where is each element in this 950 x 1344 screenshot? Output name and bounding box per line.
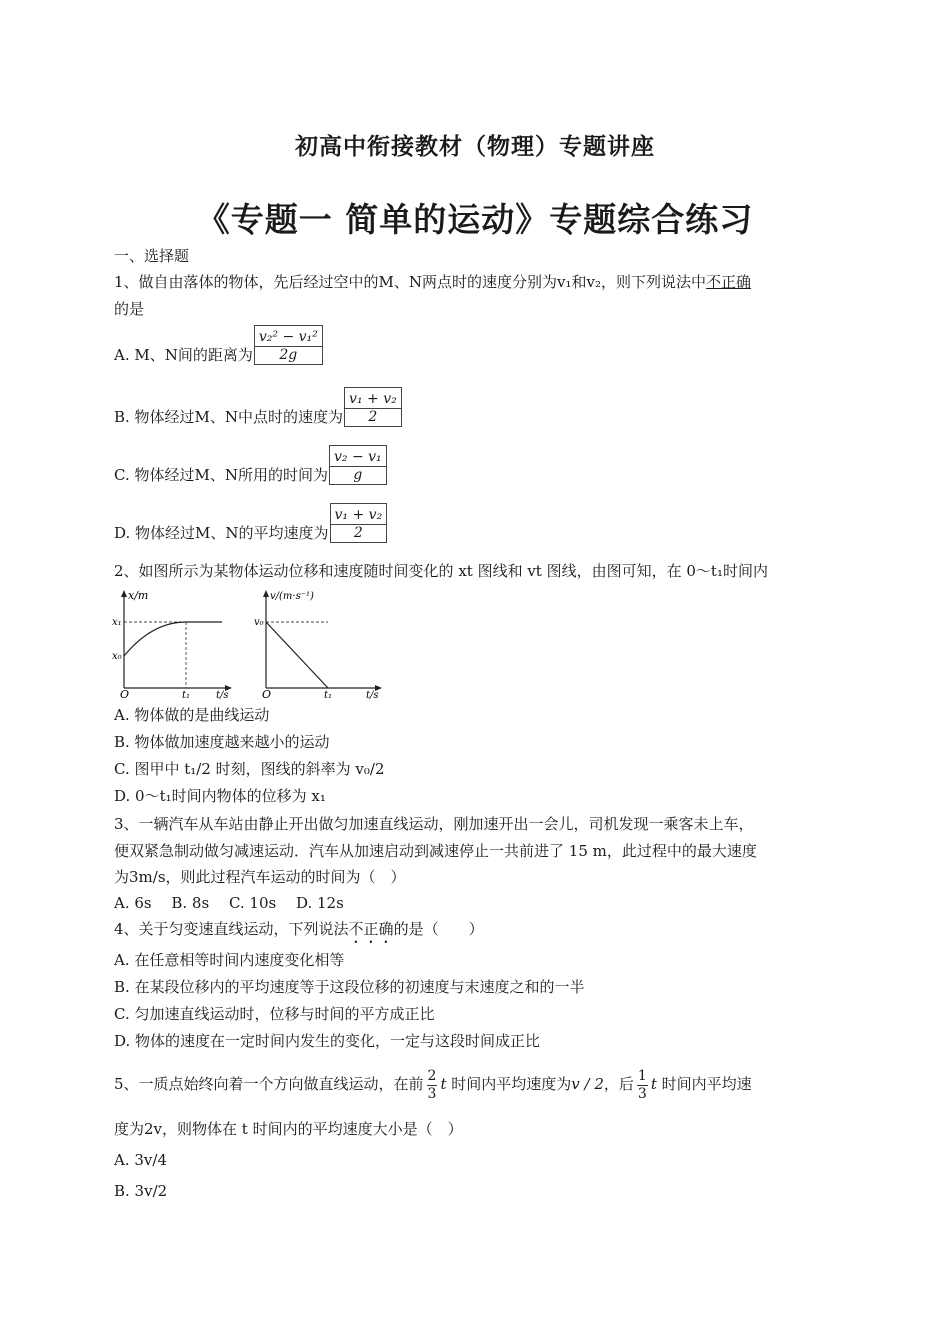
q1-b-num: v₁ + v₂ [349, 391, 397, 407]
q5-line-2: 度为2v，则物体在 t 时间内的平均速度大小是（ ） [114, 1120, 463, 1138]
q1-c-num: v₂ − v₁ [333, 449, 382, 465]
q5-frac2-num: 1 [637, 1067, 647, 1084]
xt-origin: O [120, 688, 130, 700]
q5-frac-one-third [637, 1068, 648, 1103]
xt-graph [112, 588, 232, 700]
q5-stem [114, 1066, 752, 1103]
q3-line-3: 为3m/s，则此过程汽车运动的时间为（ ） [114, 868, 406, 886]
q1-c-den: g [330, 466, 386, 484]
q1-option-c-text: C. 物体经过M、N所用的时间为 [114, 466, 328, 484]
q2-option-d: D. 0～t₁时间内物体的位移为 x₁ [114, 787, 326, 805]
q1-option-c-formula [329, 445, 387, 485]
q2-option-b: B. 物体做加速度越来越小的运动 [114, 733, 330, 751]
q5-v-half: v / 2 [571, 1075, 604, 1093]
q2-option-c: C. 图甲中 t₁/2 时刻，图线的斜率为 v₀/2 [114, 760, 385, 778]
q1-stem-end: 的是 [114, 300, 145, 318]
q1-stem-a: 1、做自由落体的物体，先后经过空中的M、N两点时的速度分别为v₁和v₂，则下列说法中 [114, 273, 707, 291]
q1-option-a-formula [254, 325, 323, 365]
q3-line-1: 3、一辆汽车从车站由静止开出做匀加速直线运动，刚加速开出一会儿，司机发现一乘客未上车， [114, 815, 754, 833]
q5-frac-two-thirds [427, 1068, 438, 1103]
xt-x1-label: x₁ [112, 617, 122, 628]
q4-option-a: A. 在任意相等时间内速度变化相等 [114, 951, 345, 969]
q4-stem [114, 919, 484, 947]
xt-curve [124, 622, 222, 656]
vt-t1-label: t₁ [324, 690, 333, 700]
q1-option-d [114, 503, 387, 543]
q4-option-d: D. 物体的速度在一定时间内发生的变化，一定与这段时间成正比 [114, 1032, 541, 1050]
q1-option-d-text: D. 物体经过M、N的平均速度为 [114, 524, 329, 542]
q1-option-b [114, 387, 402, 427]
q4-stem-emphasis: 不正确 [348, 920, 394, 938]
q2-option-a: A. 物体做的是曲线运动 [114, 706, 270, 724]
q1-a-num: v₂² − v₁² [258, 329, 318, 345]
vt-origin: O [262, 688, 272, 700]
q5-frac1-den: 3 [427, 1085, 437, 1102]
q3-line-2: 便双紧急制动做匀减速运动．汽车从加速启动到减速停止一共前进了 15 m，此过程中的最大速度 [114, 842, 757, 860]
q1-stem-underlined: 不正确 [706, 273, 752, 291]
q5-part2: 时间内平均速度为 [446, 1075, 572, 1093]
q5-t1: t [440, 1075, 447, 1093]
q1-b-den: 2 [345, 408, 401, 426]
q1-option-d-formula [330, 503, 388, 543]
q4-option-b: B. 在某段位移内的平均速度等于这段位移的初速度与末速度之和的一半 [114, 978, 585, 996]
q1-stem [114, 272, 751, 292]
vt-line [266, 622, 328, 688]
q5-part1: 5、一质点始终向着一个方向做直线运动，在前 [114, 1075, 424, 1093]
q1-option-a [114, 325, 323, 365]
xt-x0-label: x₀ [112, 651, 122, 662]
q1-option-c [114, 445, 387, 485]
q5-t2: t [650, 1075, 657, 1093]
q3-options: A. 6s B. 8s C. 10s D. 12s [114, 894, 344, 912]
q5-part3: ，后 [603, 1075, 634, 1093]
q4-stem-a: 4、关于匀变速直线运动，下列说法 [114, 920, 349, 938]
q5-frac2-den: 3 [637, 1085, 647, 1102]
q4-stem-b: 的是（ ） [393, 920, 484, 938]
q5-part4: 时间内平均速 [656, 1075, 752, 1093]
q2-stem: 2、如图所示为某物体运动位移和速度随时间变化的 xt 图线和 vt 图线，由图可知，在 0～t₁时间内 [114, 562, 768, 580]
vt-xlabel: t/s [366, 690, 379, 700]
xt-t1-label: t₁ [182, 690, 191, 700]
q1-d-num: v₁ + v₂ [334, 507, 383, 523]
q1-a-den: 2g [255, 346, 322, 364]
document-subtitle: 初高中衔接教材（物理）专题讲座 [295, 134, 655, 160]
q5-option-b: B. 3v/2 [114, 1182, 168, 1200]
q1-d-den: 2 [331, 524, 387, 542]
xt-ylabel: x/m [128, 589, 149, 602]
xt-xlabel: t/s [216, 690, 229, 700]
document-title: 《专题一 简单的运动》专题综合练习 [196, 200, 754, 239]
q5-option-a: A. 3v/4 [114, 1151, 167, 1169]
section-heading: 一、选择题 [114, 247, 190, 265]
vt-v0-label: v₀ [254, 617, 264, 628]
vt-ylabel: v/(m·s⁻¹) [270, 591, 314, 602]
q1-option-b-formula [344, 387, 402, 427]
vt-graph [254, 588, 382, 700]
q4-option-c: C. 匀加速直线运动时，位移与时间的平方成正比 [114, 1005, 435, 1023]
q1-option-a-text: A. M、N间的距离为 [114, 346, 253, 364]
q1-option-b-text: B. 物体经过M、N中点时的速度为 [114, 408, 344, 426]
q5-frac1-num: 2 [427, 1067, 437, 1084]
